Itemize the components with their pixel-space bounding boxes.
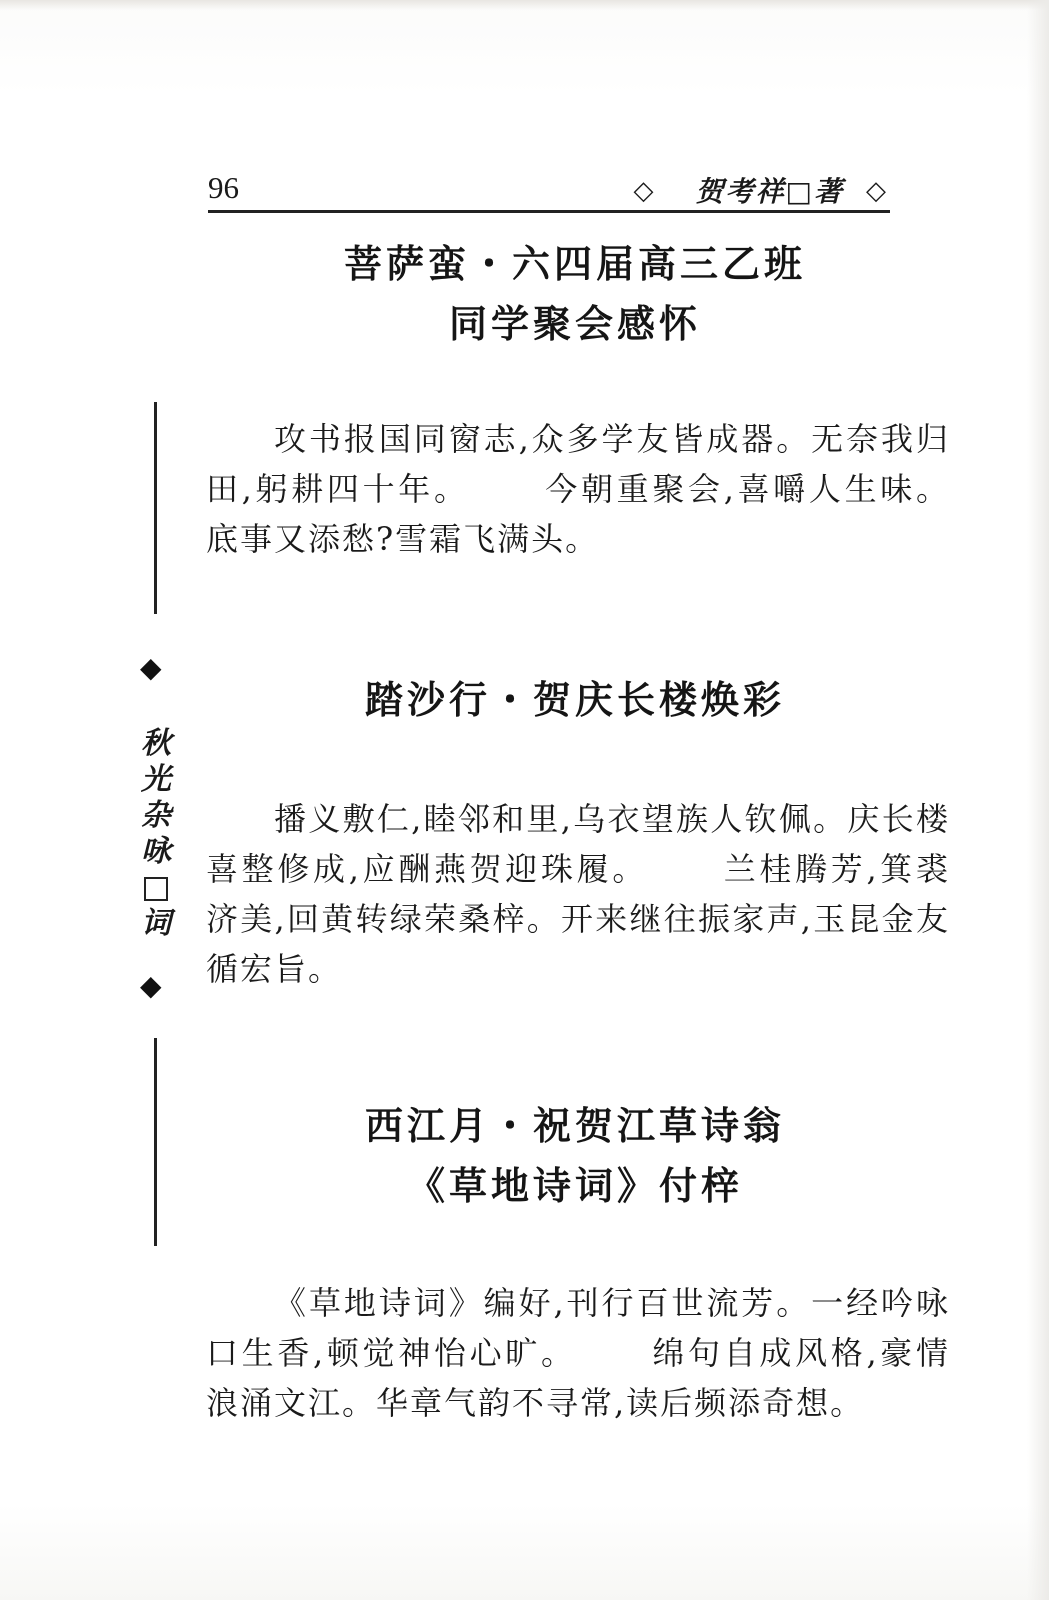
poem-title-line: 踏沙行・贺庆长楼焕彩 [364,678,785,722]
page-right-shadow [1027,0,1049,1600]
poem-stanza: 《草地诗词》编好,刊行百世流芳。一经吟咏口生香,顿觉神怡心旷。 [206,1284,950,1372]
diamond-filled-icon: ◆ [140,969,162,1002]
diamond-filled-icon: ◆ [140,651,162,684]
header-rule [208,210,890,213]
poem-title-line: 《草地诗词》付梓 [406,1164,743,1208]
poem-stanza: 播义敷仁,睦邻和里,乌衣望族人钦佩。庆长楼喜整修成,应酬燕贺迎珠履。 [206,800,950,888]
poem-title [200,670,950,730]
poem-title [200,234,950,354]
diamond-outline-icon: ◇ [633,176,656,206]
box-separator-icon [144,877,168,901]
poem-title-line: 西江月・祝贺江草诗翁 [364,1104,785,1148]
poem-title-line: 菩萨蛮・六四届高三乙班 [343,242,806,286]
poem-stanza: 攻书报国同窗志,众多学友皆成器。无奈我归田,躬耕四十年。 [206,420,950,508]
diamond-outline-icon: ◇ [866,176,888,206]
poem-title [200,1096,950,1216]
author-line: 贺考祥□著 [695,175,844,208]
page-top-shadow [0,0,1049,10]
poem-stanza: 绵句自成风格,豪情浪涌文江。华章气韵不寻常,读后频添奇想。 [206,1334,950,1422]
poem-stanza: 今朝重聚会,喜嚼人生味。底事又添愁?雪霜飞满头。 [206,470,950,558]
poem-body [206,1278,950,1428]
poem-body [206,794,950,994]
poem-stanza: 兰桂腾芳,箕裘济美,回黄转绿荣桑梓。开来继往振家声,玉昆金友循宏旨。 [206,850,950,988]
side-vertical-line [154,402,157,614]
poem-body [206,414,950,564]
side-vertical-line [154,1038,157,1246]
poem-title-line: 同学聚会感怀 [448,302,701,346]
header-author-group [634,170,888,210]
running-header [208,168,888,212]
section-side-title: 秋光杂咏词 [141,726,171,941]
page-number: 96 [208,170,239,205]
